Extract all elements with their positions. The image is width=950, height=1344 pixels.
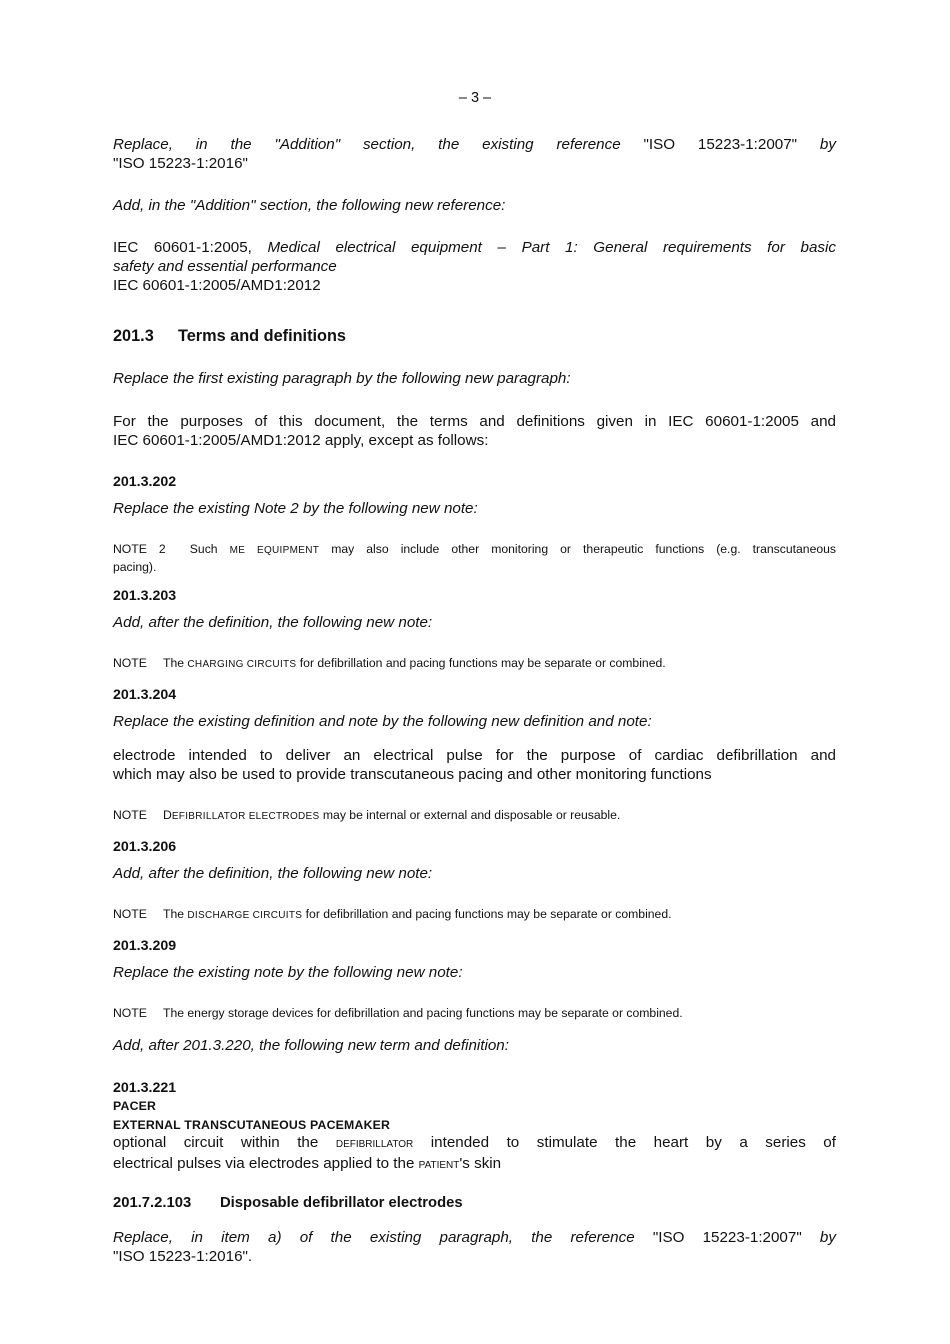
definition-text: 's skin: [459, 1155, 502, 1172]
note-text: The energy storage devices for defibrillation and pacing functions may be separate or combined.: [163, 1006, 683, 1020]
term-definition: [113, 1133, 836, 1175]
instruction-text: Replace, in item a) of the existing paragraph, the reference: [113, 1229, 635, 1246]
reference-code: IEC 60601-1:2005/AMD1:2012: [113, 277, 321, 294]
section-number: 201.3: [113, 327, 154, 345]
replace-paragraph-instruction: Replace the first existing paragraph by the following new paragraph:: [113, 370, 571, 387]
note-label: NOTE: [113, 1006, 147, 1020]
reference-title: Medical electrical equipment – Part 1: General requirements for basic: [267, 239, 836, 256]
clause-number: 201.3.202: [113, 474, 177, 490]
instruction-text: by: [819, 1229, 836, 1246]
replace-reference-paragraph: [113, 135, 836, 173]
replace-item-reference-paragraph: [113, 1228, 836, 1266]
note-block: [113, 541, 836, 575]
note-text: The: [163, 656, 185, 670]
reference-code: IEC 60601-1:2005,: [113, 239, 252, 256]
reference-title-cont: safety and essential performance: [113, 258, 337, 275]
add-reference-instruction: Add, in the "Addition" section, the following new reference:: [113, 197, 506, 214]
paragraph-line: IEC 60601-1:2005/AMD1:2012 apply, except as follows:: [113, 432, 489, 449]
section-number: 201.7.2.103: [113, 1195, 192, 1211]
section-title: Terms and definitions: [178, 327, 346, 345]
definition-text: intended to stimulate the heart by a series of: [430, 1134, 836, 1151]
note-label: NOTE: [113, 907, 147, 921]
definition-line: electrode intended to deliver an electrical pulse for the purpose of cardiac defibrillation and: [113, 747, 836, 764]
note-term: DISCHARGE CIRCUITS: [187, 910, 303, 921]
instruction-text: by: [819, 136, 836, 153]
definition-text: optional circuit within the: [113, 1134, 319, 1151]
clause-instruction: Replace the existing definition and note by the following new definition and note:: [113, 713, 652, 730]
note-text: may be internal or external and disposable or reusable.: [322, 808, 621, 822]
note-block: [113, 655, 836, 673]
page-number: – 3 –: [458, 90, 492, 106]
clause-instruction: Replace the existing note by the following new note:: [113, 964, 463, 981]
clause-instruction: Replace the existing Note 2 by the following new note:: [113, 500, 478, 517]
note-term: EFIBRILLATOR ELECTRODES: [171, 811, 320, 822]
reference-text: "ISO 15223-1:2007": [643, 136, 798, 153]
note-term-initial: D: [163, 808, 172, 822]
term-name: PACER: [113, 1099, 157, 1113]
section-heading-201-3: [113, 326, 836, 346]
note-block: [113, 807, 836, 825]
clause-number: 201.3.206: [113, 839, 177, 855]
defined-term: DEFIBRILLATOR: [335, 1139, 414, 1150]
note-block: [113, 906, 836, 924]
definition-line: which may also be used to provide transcutaneous pacing and other monitoring functions: [113, 766, 712, 783]
note-text: may also include other monitoring or therapeutic functions (e.g. transcutaneous: [331, 542, 836, 556]
note-text: pacing).: [113, 560, 157, 574]
definitions-paragraph: [113, 412, 836, 450]
note-text: for defibrillation and pacing functions may be separate or combined.: [305, 907, 672, 921]
note-label: NOTE: [113, 808, 147, 822]
clause-number: 201.3.203: [113, 588, 177, 604]
note-text: for defibrillation and pacing functions may be separate or combined.: [299, 656, 666, 670]
section-heading-201-7-2-103: [113, 1194, 836, 1212]
term-name-alt: EXTERNAL TRANSCUTANEOUS PACEMAKER: [113, 1118, 391, 1132]
note-text: The: [163, 907, 185, 921]
note-label: NOTE 2: [113, 542, 166, 556]
definition-text: electrical pulses via electrodes applied to the: [113, 1155, 415, 1172]
note-label: NOTE: [113, 656, 147, 670]
paragraph-line: For the purposes of this document, the terms and definitions given in IEC 60601-1:2005 and: [113, 413, 836, 430]
definition-text: [113, 746, 836, 784]
note-text: Such: [189, 542, 218, 556]
note-term: CHARGING CIRCUITS: [187, 659, 297, 670]
clause-instruction: Add, after the definition, the following new note:: [113, 865, 433, 882]
defined-term: PATIENT: [418, 1160, 460, 1171]
reference-text: "ISO 15223-1:2007": [652, 1229, 802, 1246]
clause-number: 201.3.221: [113, 1080, 177, 1096]
section-title: Disposable defibrillator electrodes: [220, 1195, 463, 1211]
clause-instruction: Add, after the definition, the following new note:: [113, 614, 433, 631]
reference-text: "ISO 15223-1:2016".: [113, 1248, 253, 1265]
clause-number: 201.3.204: [113, 687, 177, 703]
note-term: ME EQUIPMENT: [229, 545, 320, 556]
reference-text: "ISO 15223-1:2016": [113, 155, 248, 172]
instruction-text: Replace, in the "Addition" section, the existing reference: [113, 136, 621, 153]
note-block: [113, 1005, 836, 1021]
new-reference-block: [113, 238, 836, 295]
clause-number: 201.3.209: [113, 938, 177, 954]
add-term-instruction: Add, after 201.3.220, the following new term and definition:: [113, 1037, 509, 1054]
